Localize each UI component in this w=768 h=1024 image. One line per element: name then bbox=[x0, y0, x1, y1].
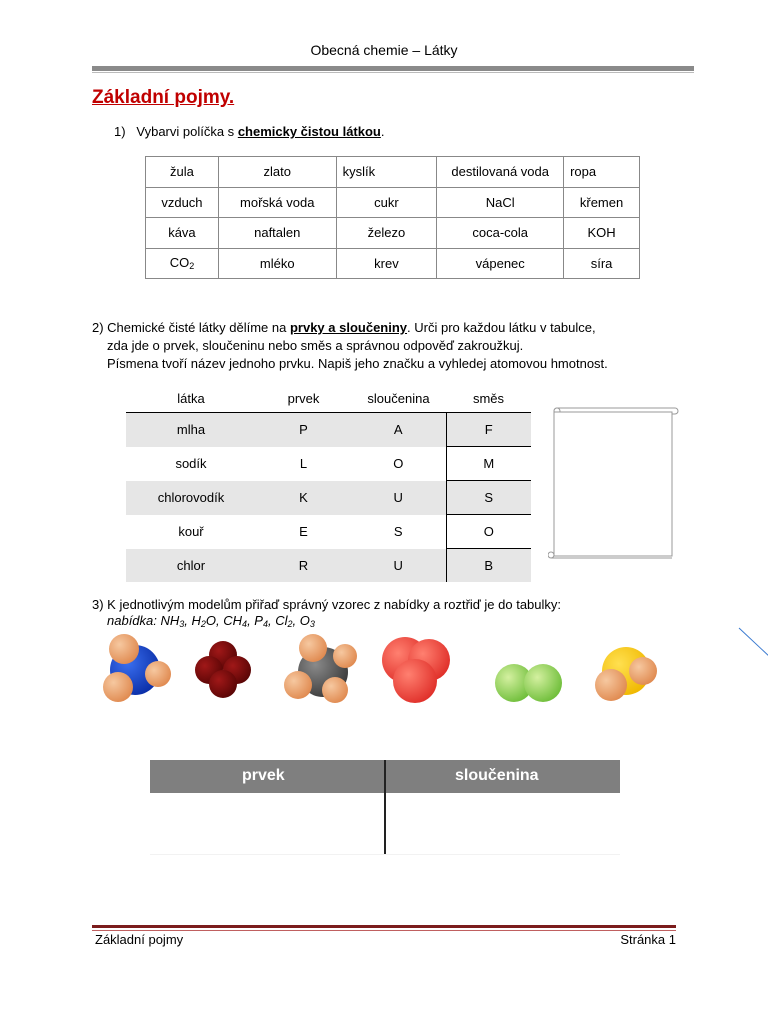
substance-name: kouř bbox=[178, 524, 204, 539]
task2-line1 bbox=[92, 319, 672, 337]
substance-cell[interactable]: síra bbox=[564, 248, 640, 279]
column-header: sloučenina bbox=[351, 384, 446, 413]
substance-cell[interactable]: NaCl bbox=[437, 187, 564, 218]
substance-cell[interactable]: cukr bbox=[336, 187, 437, 218]
answer-letter[interactable]: U bbox=[351, 549, 446, 583]
decorative-line bbox=[735, 622, 768, 662]
answer-letter[interactable]: R bbox=[256, 549, 351, 583]
substance-cell[interactable]: zlato bbox=[218, 157, 336, 188]
substance-cell[interactable]: křemen bbox=[564, 187, 640, 218]
column-header: látka bbox=[126, 384, 256, 413]
answer-letter[interactable]: A bbox=[351, 413, 446, 447]
answer-letter[interactable]: B bbox=[446, 549, 531, 583]
footer-left-text: Základní pojmy bbox=[95, 932, 184, 947]
p4-model-icon bbox=[195, 641, 251, 698]
task3-instruction bbox=[92, 597, 561, 632]
substance-cell[interactable]: coca-cola bbox=[437, 218, 564, 249]
task2-line3: Písmena tvoří název jednoho prvku. Napiš jeho značku a vyhledej atomovou hmotnost. bbox=[107, 356, 608, 371]
table-row bbox=[126, 549, 531, 583]
answer-letter[interactable]: U bbox=[351, 481, 446, 515]
task1-bold-text: chemicky čistou látkou bbox=[237, 124, 381, 139]
substance-cell[interactable]: mléko bbox=[218, 248, 336, 279]
task2-line2: zda jde o prvek, sloučeninu nebo směs a správnou odpověď zakroužkuj. bbox=[107, 338, 524, 353]
molecule-models bbox=[95, 630, 675, 710]
o3-model-icon bbox=[382, 637, 450, 703]
ch4-model-icon bbox=[284, 634, 357, 703]
substance-cell[interactable]: naftalen bbox=[218, 218, 336, 249]
table-row bbox=[146, 187, 640, 218]
column-header-sloucenina: sloučenina bbox=[455, 767, 539, 784]
substance-name: sodík bbox=[175, 456, 207, 471]
sorting-table bbox=[150, 760, 620, 856]
column-divider bbox=[384, 760, 386, 855]
answer-letter[interactable]: S bbox=[393, 524, 403, 539]
substance-cell[interactable]: destilovaná voda bbox=[437, 157, 564, 188]
substance-name: chlor bbox=[126, 549, 256, 583]
task2-text-end: . Urči pro každou látku v tabulce, bbox=[407, 320, 596, 335]
classification-table bbox=[126, 384, 531, 582]
answer-letter[interactable]: P bbox=[256, 413, 351, 447]
table-row bbox=[146, 248, 640, 279]
answer-letter[interactable]: O bbox=[393, 456, 404, 471]
header-divider bbox=[92, 66, 694, 71]
table-bottom-line bbox=[150, 854, 620, 855]
scroll-answer-box[interactable] bbox=[548, 406, 680, 560]
page-header-title: Obecná chemie – Látky bbox=[310, 42, 458, 58]
footer-divider-thin bbox=[92, 930, 676, 931]
nh3-model-icon bbox=[103, 634, 171, 702]
substance-name: mlha bbox=[126, 413, 256, 447]
answer-letter[interactable]: K bbox=[256, 481, 351, 515]
column-header: prvek bbox=[256, 384, 351, 413]
substance-cell[interactable]: KOH bbox=[564, 218, 640, 249]
substance-cell[interactable]: železo bbox=[336, 218, 437, 249]
answer-letter[interactable]: L bbox=[299, 456, 308, 471]
footer-divider bbox=[92, 925, 676, 928]
table-row bbox=[146, 157, 640, 188]
table-row bbox=[126, 515, 531, 549]
column-header: směs bbox=[446, 384, 531, 413]
task1-text-end: . bbox=[380, 124, 385, 139]
answer-letter[interactable]: S bbox=[446, 481, 531, 515]
task2-text: 2) Chemické čisté látky dělíme na bbox=[92, 320, 290, 335]
substance-name: chlorovodík bbox=[126, 481, 256, 515]
substances-table bbox=[145, 156, 640, 279]
substance-cell[interactable]: vápenec bbox=[437, 248, 564, 279]
h2o-model-icon bbox=[595, 647, 657, 701]
task2-bold-text: prvky a sloučeniny bbox=[289, 320, 408, 335]
section-title: Základní pojmy. bbox=[92, 87, 235, 108]
table-header-row bbox=[126, 384, 531, 413]
substance-cell[interactable]: mořská voda bbox=[218, 187, 336, 218]
answer-letter[interactable]: O bbox=[446, 515, 531, 549]
substance-cell[interactable]: $CO_2$ bbox=[146, 248, 219, 279]
substance-cell[interactable]: kyslík bbox=[336, 157, 437, 188]
cl2-model-icon bbox=[495, 664, 562, 702]
task3-line1: 3) K jednotlivým modelům přiřaď správný vzorec z nabídky a roztřiď je do tabulky: bbox=[92, 597, 562, 612]
table-row bbox=[146, 218, 640, 249]
table-row bbox=[126, 447, 531, 481]
table-row bbox=[126, 413, 531, 447]
task1-number: 1) bbox=[114, 124, 126, 139]
substance-cell[interactable]: krev bbox=[336, 248, 437, 279]
substance-cell[interactable]: ropa bbox=[564, 157, 640, 188]
task1-instruction bbox=[114, 124, 385, 139]
answer-letter[interactable]: M bbox=[446, 447, 531, 481]
substance-cell[interactable]: vzduch bbox=[146, 187, 219, 218]
task1-text: Vybarvi políčka s bbox=[136, 124, 238, 139]
column-header-prvek: prvek bbox=[242, 767, 285, 784]
footer-page-number: Stránka 1 bbox=[620, 932, 676, 947]
substance-cell[interactable]: žula bbox=[146, 157, 219, 188]
task3-offer: nabídka: $NH_3$, $H_2O$, $CH_4$, $P_4$, $Cl_2$, $O_3$ bbox=[107, 613, 315, 629]
substance-cell[interactable]: káva bbox=[146, 218, 219, 249]
answer-letter[interactable]: E bbox=[299, 524, 308, 539]
answer-letter[interactable]: F bbox=[446, 413, 531, 447]
table-row bbox=[126, 481, 531, 515]
